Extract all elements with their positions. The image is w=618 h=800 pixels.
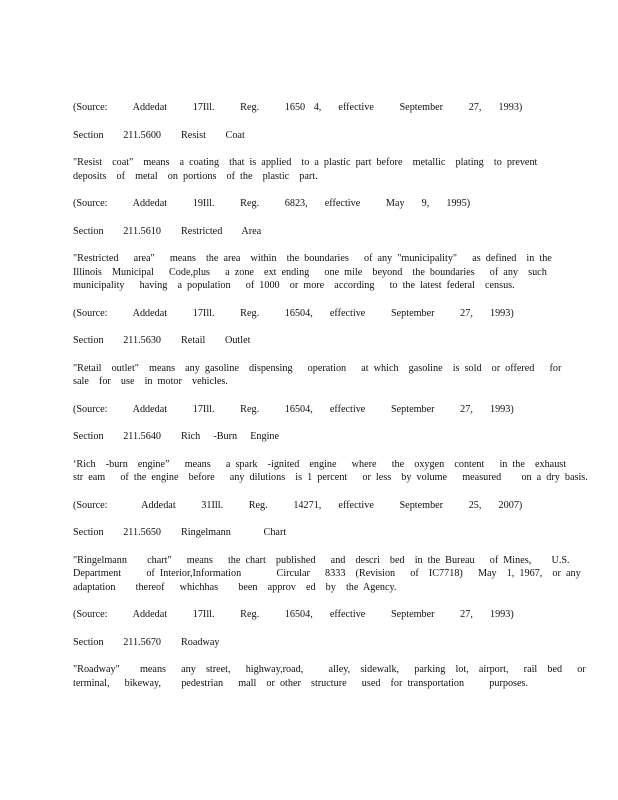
definition-paragraph: [73, 362, 562, 389]
section-title: Ringelmann Chart: [181, 527, 287, 538]
definition-paragraph: [73, 458, 588, 485]
section-heading: [73, 430, 543, 444]
source-note: (Source: Addedat 17Ill. Reg. 1650 4, effective September 27, 1993): [73, 102, 523, 113]
section-number: Section 211.5670: [73, 636, 162, 648]
section-title: Resist Coat: [181, 129, 245, 141]
paragraph-line: municipality having a population of 1000 or more according to the latest federal census.: [73, 280, 515, 291]
paragraph-line: "Restricted area" means the area within the boundaries of any "municipality" as defined in the: [73, 253, 552, 264]
section-number: Section 211.5600: [73, 129, 162, 141]
paragraph-line: "Resist coat" means a coating that is applied to a plastic part before metallic plating to prevent: [73, 157, 538, 168]
section-heading: [73, 636, 543, 650]
section-heading: [73, 129, 543, 143]
paragraph-line: Illinois Municipal Code,plus a zone ext ending one mile beyond the boundaries of any such: [73, 266, 547, 278]
section-heading: [73, 526, 543, 540]
section-title: Retail Outlet: [181, 335, 251, 346]
paragraph-line: ‘Rich -burn engine” means a spark -ignited engine where the oxygen content in the exhaust: [73, 458, 567, 470]
section-number: Section 211.5630: [73, 335, 162, 346]
source-note: (Source: Addedat 19Ill. Reg. 6823, effective May 9, 1995): [73, 198, 471, 209]
paragraph-line: terminal, bikeway, pedestrian mall or other structure used for transportation purposes.: [73, 677, 529, 689]
paragraph-line: sale for use in motor vehicles.: [73, 376, 228, 387]
definition-paragraph: [73, 554, 581, 595]
source-note: (Source: Addedat 17Ill. Reg. 16504, effective September 27, 1993): [73, 403, 514, 415]
paragraph-line: "Roadway" means any street, highway,road, alley, sidewalk, parking lot, airport, rail bed or: [73, 664, 586, 675]
section-heading: [73, 334, 543, 348]
source-note: (Source: Addedat 17Ill. Reg. 16504, effective September 27, 1993): [73, 307, 514, 319]
paragraph-line: "Ringelmann chart" means the chart published and descri bed in the Bureau of Mines, U.S.: [73, 554, 570, 566]
paragraph-line: adaptation thereof whichhas been approv ed by the Agency.: [73, 581, 397, 593]
section-title: Roadway: [181, 636, 220, 648]
section-number: Section 211.5610: [73, 225, 162, 237]
paragraph-line: "Retail outlet" means any gasoline dispensing operation at which gasoline is sold or offered for: [73, 362, 562, 374]
source-note: (Source: Addedat 17Ill. Reg. 16504, effective September 27, 1993): [73, 609, 514, 620]
paragraph-line: deposits of metal on portions of the plastic part.: [73, 170, 318, 182]
section-number: Section 211.5640: [73, 431, 162, 442]
paragraph-line: Department of Interior,Information Circular 8333 (Revision of IC7718) May 1, 1967, or any: [73, 568, 581, 579]
definition-paragraph: [73, 156, 543, 183]
section-heading: [73, 225, 543, 239]
document-body: [73, 101, 588, 704]
section-title: Restricted Area: [181, 225, 262, 237]
section-title: Rich -Burn Engine: [181, 431, 280, 442]
section-number: Section 211.5650: [73, 527, 162, 538]
definition-paragraph: [73, 252, 552, 293]
definition-paragraph: [73, 663, 586, 690]
source-note: (Source: Addedat 31Ill. Reg. 14271, effective September 25, 2007): [73, 499, 523, 511]
paragraph-line: str eam of the engine before any dilutions is 1 percent or less by volume measured on a dry basis.: [73, 472, 588, 483]
